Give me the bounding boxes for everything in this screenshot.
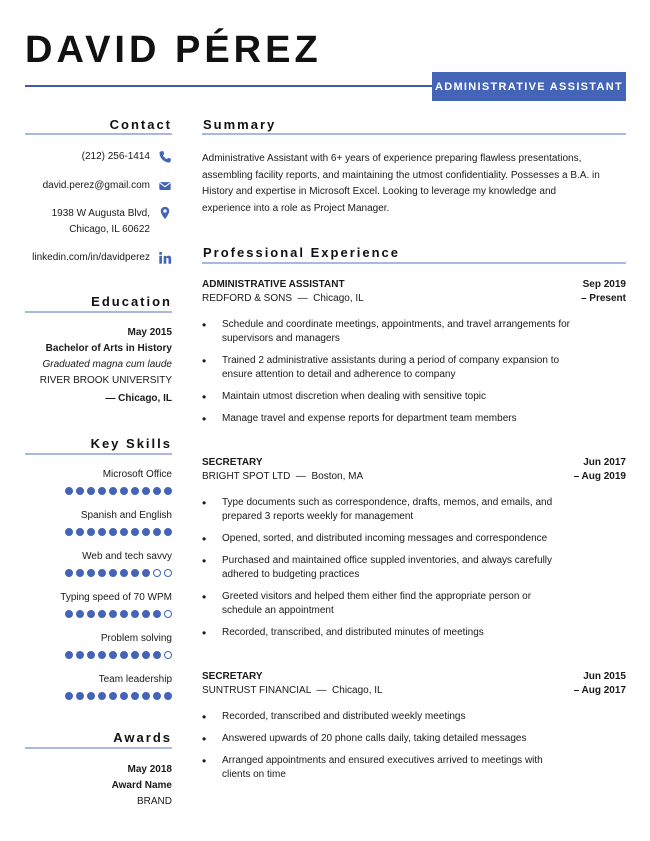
skill-rating bbox=[65, 487, 172, 495]
rating-dot-filled bbox=[131, 610, 139, 618]
rating-dot-filled bbox=[98, 610, 106, 618]
education-rule bbox=[25, 311, 172, 313]
rating-dot-filled bbox=[98, 692, 106, 700]
rating-dot-filled bbox=[164, 528, 172, 536]
contact-rule bbox=[25, 133, 172, 135]
job-bullet: • Manage travel and expense reports for department team members bbox=[202, 412, 572, 426]
experience-heading: Professional Experience bbox=[203, 245, 401, 260]
award-date: May 2018 bbox=[127, 764, 172, 775]
contact-linkedin: linkedin.com/in/davidperez bbox=[32, 252, 150, 263]
rating-dot-filled bbox=[65, 569, 73, 577]
rating-dot-filled bbox=[76, 651, 84, 659]
awards-heading: Awards bbox=[113, 730, 172, 745]
job-bullet: • Greeted visitors and helped them either find the appropriate person or schedule an appointment bbox=[202, 590, 572, 618]
rating-dot-filled bbox=[109, 487, 117, 495]
rating-dot-filled bbox=[142, 651, 150, 659]
rating-dot-filled bbox=[120, 569, 128, 577]
contact-email: david.perez@gmail.com bbox=[42, 180, 150, 191]
rating-dot-filled bbox=[76, 569, 84, 577]
job-company: SUNTRUST FINANCIAL bbox=[202, 685, 311, 696]
summary-rule bbox=[202, 133, 626, 135]
job-company-line bbox=[202, 684, 383, 698]
skill-label: Typing speed of 70 WPM bbox=[60, 592, 172, 603]
rating-dot-filled bbox=[131, 528, 139, 536]
rating-dot-filled bbox=[65, 692, 73, 700]
separator-dash: — bbox=[292, 293, 314, 304]
rating-dot-filled bbox=[120, 651, 128, 659]
rating-dot-empty bbox=[164, 569, 172, 577]
rating-dot-filled bbox=[109, 692, 117, 700]
rating-dot-filled bbox=[120, 487, 128, 495]
rating-dot-filled bbox=[98, 651, 106, 659]
skill-label: Team leadership bbox=[98, 674, 172, 685]
rating-dot-filled bbox=[131, 487, 139, 495]
phone-icon bbox=[158, 150, 172, 164]
job-date-end: – Aug 2019 bbox=[573, 471, 626, 482]
rating-dot-filled bbox=[142, 692, 150, 700]
header-rule bbox=[25, 85, 437, 87]
rating-dot-empty bbox=[153, 569, 161, 577]
skill-label: Microsoft Office bbox=[102, 469, 172, 480]
rating-dot-filled bbox=[87, 487, 95, 495]
experience-rule bbox=[202, 262, 626, 264]
rating-dot-filled bbox=[76, 487, 84, 495]
rating-dot-filled bbox=[153, 692, 161, 700]
job-date-end: – Aug 2017 bbox=[573, 685, 626, 696]
location-pin-icon bbox=[158, 206, 172, 220]
skill-label: Spanish and English bbox=[80, 510, 172, 521]
education-heading: Education bbox=[91, 294, 172, 309]
rating-dot-filled bbox=[87, 610, 95, 618]
job-location: Chicago, IL bbox=[313, 293, 364, 304]
skills-heading: Key Skills bbox=[90, 436, 172, 451]
skill-label: Web and tech savvy bbox=[82, 551, 172, 562]
job-bullet: • Maintain utmost discretion when dealing with sensitive topic bbox=[202, 390, 572, 404]
envelope-icon bbox=[158, 179, 172, 193]
job-bullet: • Purchased and maintained office suppled inventories, and always carefully adhered to budgeting practices bbox=[202, 554, 572, 582]
rating-dot-filled bbox=[98, 487, 106, 495]
rating-dot-filled bbox=[153, 487, 161, 495]
rating-dot-filled bbox=[120, 528, 128, 536]
job-location: Boston, MA bbox=[311, 471, 364, 482]
job-bullet: • Arranged appointments and ensured executives arrived to meetings with clients on time bbox=[202, 754, 572, 782]
rating-dot-empty bbox=[164, 610, 172, 618]
rating-dot-filled bbox=[109, 569, 117, 577]
rating-dot-filled bbox=[164, 487, 172, 495]
rating-dot-filled bbox=[87, 528, 95, 536]
rating-dot-filled bbox=[109, 651, 117, 659]
awards-rule bbox=[25, 747, 172, 749]
rating-dot-filled bbox=[65, 487, 73, 495]
job-date-start: Jun 2017 bbox=[583, 457, 626, 468]
job-title: SECRETARY bbox=[202, 671, 263, 682]
skill-rating bbox=[65, 692, 172, 700]
rating-dot-filled bbox=[120, 610, 128, 618]
job-date-start: Sep 2019 bbox=[582, 279, 626, 290]
rating-dot-filled bbox=[65, 610, 73, 618]
separator-dash: — bbox=[310, 685, 333, 696]
job-company: BRIGHT SPOT LTD bbox=[202, 471, 291, 482]
job-company-line bbox=[202, 292, 364, 306]
contact-address-line2: Chicago, IL 60622 bbox=[69, 224, 150, 235]
skill-label: Problem solving bbox=[100, 633, 172, 644]
job-bullet: • Type documents such as correspondence, drafts, memos, and emails, and prepared 3 reports weekly for management bbox=[202, 496, 572, 524]
rating-dot-filled bbox=[109, 528, 117, 536]
rating-dot-filled bbox=[131, 692, 139, 700]
job-title-badge: ADMINISTRATIVE ASSISTANT bbox=[432, 72, 626, 101]
rating-dot-filled bbox=[142, 528, 150, 536]
rating-dot-filled bbox=[65, 651, 73, 659]
summary-heading: Summary bbox=[203, 117, 277, 132]
job-title: SECRETARY bbox=[202, 457, 263, 468]
linkedin-icon bbox=[158, 251, 172, 265]
job-date-start: Jun 2015 bbox=[583, 671, 626, 682]
job-bullet: • Recorded, transcribed and distributed weekly meetings bbox=[202, 710, 572, 724]
rating-dot-filled bbox=[164, 692, 172, 700]
job-bullet: • Answered upwards of 20 phone calls daily, taking detailed messages bbox=[202, 732, 572, 746]
education-degree: Bachelor of Arts in History bbox=[45, 343, 172, 354]
rating-dot-filled bbox=[98, 528, 106, 536]
award-brand: BRAND bbox=[136, 796, 172, 807]
rating-dot-filled bbox=[153, 528, 161, 536]
rating-dot-filled bbox=[76, 610, 84, 618]
skill-rating bbox=[65, 569, 172, 577]
education-dash: — bbox=[105, 393, 119, 404]
rating-dot-filled bbox=[131, 651, 139, 659]
education-date: May 2015 bbox=[127, 327, 172, 338]
candidate-name: DAVID PÉREZ bbox=[25, 29, 322, 71]
skill-rating bbox=[65, 610, 172, 618]
contact-phone: (212) 256-1414 bbox=[81, 151, 150, 162]
contact-address-line1: 1938 W Augusta Blvd, bbox=[51, 208, 150, 219]
rating-dot-filled bbox=[109, 610, 117, 618]
rating-dot-filled bbox=[65, 528, 73, 536]
education-honors: Graduated magna cum laude bbox=[42, 359, 172, 370]
job-bullet: • Schedule and coordinate meetings, appointments, and travel arrangements for supervisors and managers bbox=[202, 318, 572, 346]
award-name: Award Name bbox=[111, 780, 172, 791]
rating-dot-filled bbox=[87, 569, 95, 577]
separator-dash: — bbox=[290, 471, 312, 482]
education-location: Chicago, IL bbox=[118, 393, 172, 404]
rating-dot-filled bbox=[76, 692, 84, 700]
rating-dot-filled bbox=[153, 610, 161, 618]
summary-text: Administrative Assistant with 6+ years of experience preparing flawless presentations, assembling facility reports, and maintaining the utmost confidentiality. Possesses a B.A. in History and expertise in Microsoft Excel. Looking to leverage my knowledge and experience into a role as Project Manager. bbox=[202, 153, 600, 214]
contact-heading: Contact bbox=[109, 117, 172, 132]
rating-dot-filled bbox=[98, 569, 106, 577]
job-bullet: • Trained 2 administrative assistants during a period of company expansion to ensure attention to detail and adherence to company bbox=[202, 354, 572, 382]
job-company-line bbox=[202, 470, 363, 484]
rating-dot-filled bbox=[131, 569, 139, 577]
job-location: Chicago, IL bbox=[332, 685, 383, 696]
rating-dot-filled bbox=[153, 651, 161, 659]
rating-dot-filled bbox=[142, 610, 150, 618]
rating-dot-empty bbox=[164, 651, 172, 659]
education-location-line bbox=[105, 391, 172, 407]
rating-dot-filled bbox=[87, 651, 95, 659]
rating-dot-filled bbox=[142, 487, 150, 495]
job-bullet: • Opened, sorted, and distributed incoming messages and correspondence bbox=[202, 532, 572, 546]
skill-rating bbox=[65, 651, 172, 659]
rating-dot-filled bbox=[120, 692, 128, 700]
job-bullet: • Recorded, transcribed, and distributed minutes of meetings bbox=[202, 626, 572, 640]
education-school: RIVER BROOK UNIVERSITY bbox=[39, 375, 172, 386]
skill-rating bbox=[65, 528, 172, 536]
skills-rule bbox=[25, 453, 172, 455]
rating-dot-filled bbox=[76, 528, 84, 536]
rating-dot-filled bbox=[87, 692, 95, 700]
job-company: REDFORD & SONS bbox=[202, 293, 293, 304]
rating-dot-filled bbox=[142, 569, 150, 577]
job-date-end: – Present bbox=[580, 293, 626, 304]
job-title: ADMINISTRATIVE ASSISTANT bbox=[202, 279, 345, 290]
